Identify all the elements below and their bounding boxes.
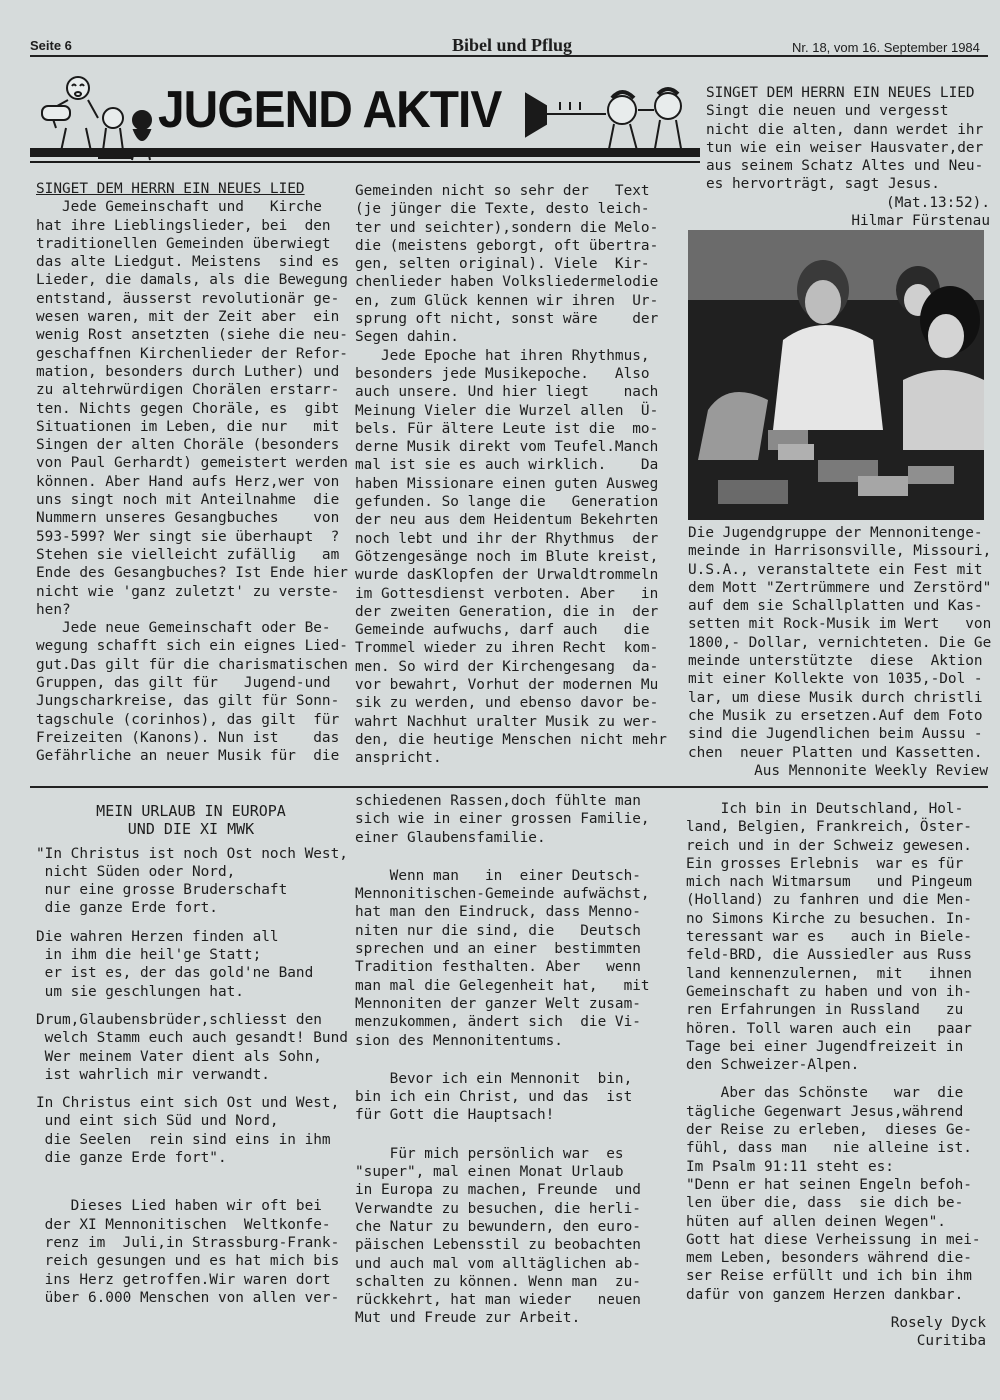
text-line: Meinung Vieler die Wurzel allen Ü- [355,402,659,419]
text-line: für Gott die Hauptsach! [355,1107,555,1124]
quote-line: Singt die neuen und vergesst [706,103,949,120]
page-header [0,0,1000,60]
text-line: einer Glaubensfamilie. [355,829,546,846]
text-line: wurde dasKlopfen der Urwaldtrommeln [355,567,659,584]
text-line: können. Aber Hand aufs Herz,wer von [36,473,340,490]
text-line: sprung oft nicht, sonst wäre der [355,311,659,328]
text-line: wenig Rost ansetzten (siehe die neu- [36,327,348,344]
article2-column-2 [355,792,680,1328]
text-line: (je jünger die Texte, desto leich- [355,201,650,218]
text-line: Ende des Gesangbuches? Ist Ende hier [36,565,348,582]
caption-line: sind die Jugendlichen beim Aussu - [688,726,983,743]
text-line [36,1084,346,1094]
text-line: und eint sich Süd und Nord, [36,1113,279,1130]
article2-place: Curitiba [916,1333,986,1350]
text-line [355,847,680,857]
text-line: Götzengesänge noch im Blute kreist, [355,548,659,565]
text-line: mich nach Witmarsum und Pingeum [686,874,972,891]
text-line: nicht wie 'ganz zuletzt' zu verste- [36,583,340,600]
page-number: Seite 6 [30,38,72,53]
text-line: tagschule (corinhos), das gilt für [36,711,340,728]
text-line: mal ist sie es auch wirklich. Da [355,457,659,474]
text-line: renz im Juli,in Strassburg-Frank- [36,1234,340,1251]
text-line: len über die, dass sie dich be- [686,1195,964,1212]
text-line: Wenn man in einer Deutsch- [355,867,641,884]
text-line: ist wahrlich mir verwandt. [36,1066,270,1083]
text-line: "In Christus ist noch Ost noch West, [36,845,348,862]
text-line: feld-BRD, die Aussiedler aus Russ [686,947,972,964]
article2-title-line2: UND DIE XI MWK [127,820,255,839]
text-line: entstand, äusserst revolutionär ge- [36,290,340,307]
text-line: In Christus eint sich Ost und West, [36,1095,340,1112]
text-line: den Schweizer-Alpen. [686,1057,860,1074]
text-line: in Europa zu machen, Freunde und [355,1182,641,1199]
text-line: anspricht. [355,750,442,767]
text-line: menzukommen, ändert sich die Vi- [355,1014,641,1031]
text-line: men. So wird der Kirchengesang da- [355,658,659,675]
text-line: reich und in der Schweiz gewesen. [686,837,972,854]
caption-line: setten mit Rock-Musik im Wert von [688,616,992,633]
text-line [36,1187,346,1197]
text-line: Gott hat diese Verheissung in mei- [686,1231,981,1248]
text-line: no Simons Kirche zu besuchen. In- [686,910,972,927]
text-line: der neu aus dem Heidentum Bekehrten [355,512,659,529]
banner-rule [30,148,700,157]
text-line: hüten auf allen deinen Wegen". [686,1213,946,1230]
text-line: noch lebt und ihr der Rhythmus der [355,530,659,547]
text-line: Stehen sie vielleicht zufällig am [36,546,340,563]
text-line: Dieses Lied haben wir oft bei [36,1198,322,1215]
text-line: der zweiten Generation, die in der [355,603,659,620]
text-line: tägliche Gegenwart Jesus,während [686,1103,964,1120]
text-line: päischen Lebensstil zu beobachten [355,1237,641,1254]
text-line: Lieder, die damals, als die Bewegung [36,272,348,289]
text-line: land, Belgien, Frankreich, Öster- [686,819,972,836]
text-line [36,918,346,928]
article1-column-1 [36,180,346,766]
text-line: ser Reise erfüllt und ich bin ihm [686,1268,972,1285]
text-line: wahrt Nachhut uralter Musik zu wer- [355,713,659,730]
text-line: Segen dahin. [355,329,459,346]
quote-line: tun wie ein weiser Hausvater,der [706,139,984,156]
text-line: Tage bei einer Jugendfreizeit in [686,1038,964,1055]
text-line: Ich bin in Deutschland, Hol- [686,801,964,817]
text-line: gefunden. So lange die Generation [355,494,659,511]
text-line: geschaffnen Kirchenlieder der Refor- [36,345,348,362]
text-line: schalten zu können. Wenn man zu- [355,1273,641,1290]
text-line: das alte Liedgut. Meistens sind es [36,254,340,271]
text-line [355,857,680,867]
text-line: ins Herz getroffen.Wir waren dort [36,1271,331,1288]
text-line: reich gesungen und es hat mich bis [36,1253,340,1270]
text-line: uns singt noch mit Anteilnahme die [36,492,340,509]
text-line: sich wie in einer grossen Familie, [355,811,650,828]
text-line: auch unsere. Und hier liegt nach [355,384,659,401]
article2-title-line1: MEIN URLAUB IN EUROPA [96,802,286,820]
text-line: zu altehrwürdigen Chorälen erstarr- [36,382,340,399]
text-line: welch Stamm euch auch gesandt! Bund [36,1030,348,1047]
article2-column-1 [36,802,346,1307]
text-line: Gruppen, das gilt für Jugend-und [36,675,331,692]
caption-line: meinde in Harrisonsville, Missouri, [688,543,992,560]
text-line [36,1001,346,1011]
text-line: in ihm die heil'ge Statt; [36,947,262,964]
text-line: "super", mal einen Monat Urlaub [355,1164,624,1181]
text-line: dafür von ganzem Herzen dankbar. [686,1286,964,1303]
photo-illustration [688,230,984,520]
section-banner [30,70,700,170]
text-line: Jede Epoche hat ihren Rhythmus, [355,347,650,364]
text-line: chenlieder haben Volksliedermelodie [355,274,659,291]
caption-line: auf dem sie Schallplatten und Kas- [688,598,983,615]
text-line: Gemeinde aufwuchs, darf auch die [355,622,650,639]
text-line: Bevor ich ein Mennonit bin, [355,1070,633,1087]
text-line: sik zu werden, und ebenso davor be- [355,695,659,712]
text-line [36,1177,346,1187]
quote-line: es hervorträgt, sagt Jesus. [706,176,940,193]
text-line [686,1074,986,1084]
text-line: Gefährliche an neuer Musik für die [36,748,340,765]
text-line: den, die heutige Menschen nicht mehr [355,731,667,748]
text-line: sion des Mennonitentums. [355,1032,563,1049]
article1-column-2 [355,182,680,768]
text-line: fühl, dass man nie alleine ist. [686,1140,972,1157]
text-line: die (meistens geborgt, oft übertra- [355,237,659,254]
article2-col1-text [36,845,346,1308]
text-line: hat man den Eindruck, dass Menno- [355,904,641,921]
text-line [355,1135,680,1145]
caption-line: U.S.A., veranstaltete ein Fest mit [688,561,983,578]
text-line: um sie geschlungen hat. [36,983,244,1000]
text-line: sprechen und an einer bestimmten [355,941,641,958]
text-line: ren Erfahrungen in Russland zu [686,1002,964,1019]
publication-title: Bibel und Pflug [452,35,573,55]
text-line: Jede Gemeinschaft und Kirche [36,199,322,216]
text-line [355,1060,680,1070]
text-line: die ganze Erde fort. [36,900,218,917]
text-line: che Natur zu bewundern, den euro- [355,1218,641,1235]
text-line: über 6.000 Menschen von allen ver- [36,1289,340,1306]
article1-col1-text [36,198,346,765]
text-line: nicht Süden oder Nord, [36,863,236,880]
text-line: Verwandte zu besuchen, die herli- [355,1200,641,1217]
text-line: Im Psalm 91:11 steht es: [686,1158,894,1175]
caption-line: lar, um diese Musik durch christli [688,689,983,706]
text-line: besonders jede Musikepoche. Also [355,365,650,382]
text-line: Ein grosses Erlebnis war es für [686,855,964,872]
text-line: mem Leben, besonders während die- [686,1250,972,1267]
caption-line: che Musik zu ersetzen.Auf dem Foto [688,707,983,724]
text-line: ter und seichter),sondern die Melo- [355,219,659,236]
text-line: Mennoniten der ganzer Welt zusam- [355,995,641,1012]
text-line: Aber das Schönste war die [686,1085,964,1102]
text-line: derne Musik direkt vom Teufel.Manch [355,439,659,456]
caption-line: mit einer Kollekte von 1035,-Dol - [688,671,983,688]
text-line: der XI Mennonitischen Weltkonfe- [36,1216,331,1233]
text-line: (Holland) zu fanhren und die Men- [686,892,972,909]
text-line: traditionellen Gemeinden überwiegt [36,235,331,252]
text-line: Trommel wieder zu ihren Recht kom- [355,640,659,657]
youth-group-photo [688,230,984,520]
quote-box [706,84,990,230]
text-line: "Denn er hat seinen Engeln befoh- [686,1176,972,1193]
banner-rule-thin [30,161,700,163]
quote-line: aus seinem Schatz Altes und Neu- [706,158,984,175]
text-line: im Gottesdienst verboten. Aber in [355,585,659,602]
article1-title: SINGET DEM HERRN EIN NEUES LIED [36,181,305,197]
text-line: Nummern unseres Gesangbuches von [36,510,340,527]
text-line: der Reise zu erleben, dieses Ge- [686,1122,972,1139]
text-line: hen? [36,601,71,618]
text-line: hören. Toll waren auch ein paar [686,1020,972,1037]
text-line: gut.Das gilt für die charismatischen [36,656,348,673]
text-line: Für mich persönlich war es [355,1145,624,1162]
quote-line: nicht die alten, dann werdet ihr [706,121,984,138]
text-line: en, zum Glück kennen wir ihren Ur- [355,292,659,309]
text-line: rückkehrt, hat man wieder neuen [355,1292,641,1309]
text-line: Gemeinschaft zu haben und von ih- [686,983,972,1000]
text-line: Drum,Glaubensbrüder,schliesst den [36,1011,322,1028]
text-line: mation, besonders durch Luther) und [36,363,340,380]
text-line: ten. Nichts gegen Choräle, es gibt [36,400,340,417]
text-line: land kennenzulernen, mit ihnen [686,965,972,982]
text-line: gen, selten original). Viele Kir- [355,256,650,273]
quote-author: Hilmar Fürstenau [851,213,990,230]
text-line: die Seelen rein sind eins in ihm [36,1131,331,1148]
caption-line: 1800,- Dollar, vernichteten. Die Ge [688,634,992,651]
text-line: nur eine grosse Bruderschaft [36,882,288,899]
article2-author: Rosely Dyck [890,1315,986,1332]
text-line: niten nur die sind, die Deutsch [355,922,641,939]
text-line: bin ich ein Christ, und das ist [355,1089,633,1106]
text-line: Situationen im Leben, die nur mit [36,418,340,435]
text-line: Mut und Freude zur Arbeit. [355,1310,581,1327]
text-line: Tradition festhalten. Aber wenn [355,959,641,976]
banner-title: JUGEND AKTIV [158,81,502,139]
text-line: haben Missionare einen guten Ausweg [355,475,659,492]
text-line: wesen waren, mit der Zeit aber ein [36,309,340,326]
text-line: Wer meinem Vater dient als Sohn, [36,1048,322,1065]
text-line: 593-599? Wer singt sie überhaupt ? [36,528,340,545]
text-line: Mennonitischen-Gemeinde aufwächst, [355,886,650,903]
caption-source: Aus Mennonite Weekly Review [754,762,988,779]
quote-title: SINGET DEM HERRN EIN NEUES LIED [706,85,975,101]
text-line: Die wahren Herzen finden all [36,928,279,945]
quote-reference: (Mat.13:52). [886,194,990,211]
text-line: und auch mal vom alltäglichen ab- [355,1255,641,1272]
text-line: Singen der alten Choräle (besonders [36,437,340,454]
text-line: die ganze Erde fort". [36,1150,227,1167]
text-line: hat ihre Lieblingslieder, bei den [36,217,331,234]
text-line: Jede neue Gemeinschaft oder Be- [36,620,331,637]
text-line: vor bewahrt, Vorhut der modernen Mu [355,677,659,694]
caption-line: dem Mott "Zertrümmere und Zerstörd" [688,579,992,596]
header-rule [30,55,988,57]
text-line: Gemeinden nicht so sehr der Text [355,183,650,199]
text-line: er ist es, der das gold'ne Band [36,965,314,982]
issue-date: Nr. 18, vom 16. September 1984 [792,40,980,55]
text-line [355,1050,680,1060]
text-line: man mal die Gelegenheit hat, mit [355,977,650,994]
text-line: teressant war es auch in Biele- [686,929,972,946]
text-line: von Paul Gerhardt) gemeistert werden [36,455,348,472]
article2-col3-text [686,800,986,1304]
section-divider [30,786,988,788]
caption-line: Die Jugendgruppe der Mennonitenge- [688,525,983,541]
photo-caption [688,524,992,780]
text-line [355,1125,680,1135]
caption-line: chen neuer Platten und Kassetten. [688,744,983,761]
text-line: Jungscharkreise, das gilt für Sonn- [36,693,340,710]
text-line: bels. Für ältere Leute ist die mo- [355,420,659,437]
text-line: wegung schafft sich ein eignes Lied- [36,638,348,655]
text-line [36,1167,346,1177]
caption-line: meinde unterstützte diese Aktion [688,653,983,670]
text-line: Freizeiten (Kanons). Nun ist das [36,729,340,746]
text-line: schiedenen Rassen,doch fühlte man [355,793,641,809]
article2-column-3 [686,800,986,1351]
